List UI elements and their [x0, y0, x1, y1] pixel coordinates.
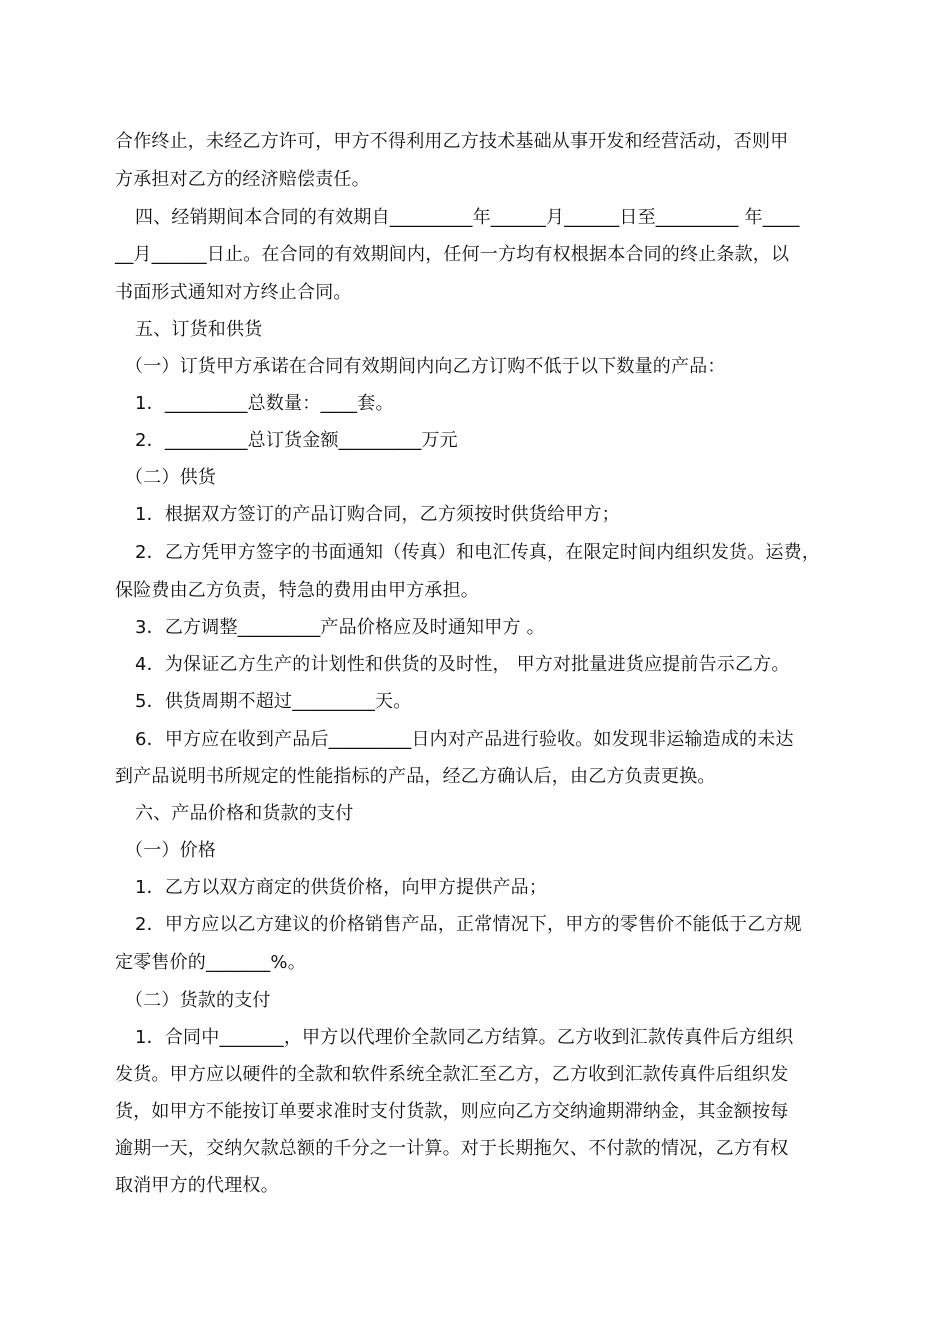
- subsection-heading: （二）货款的支付: [125, 990, 271, 1011]
- subsection-heading: （二）供货: [125, 467, 216, 488]
- text-line: __月______日止。在合同的有效期间内，任何一方均有权根据本合同的终止条款，以: [115, 244, 790, 265]
- subsection-heading: （一）价格: [125, 840, 216, 861]
- text-line: 取消甲方的代理权。: [115, 1175, 279, 1196]
- list-item: 1．_________总数量：____套。: [135, 393, 394, 414]
- text-line: 合作终止，未经乙方许可，甲方不得利用乙方技术基础从事开发和经营活动，否则甲: [115, 131, 789, 152]
- section-heading: 五、订货和供货: [135, 319, 263, 340]
- list-item: 2．_________总订货金额_________万元: [135, 430, 458, 451]
- list-item: 4．为保证乙方生产的计划性和供货的及时性， 甲方对批量进货应提前告示乙方。: [135, 654, 790, 675]
- list-item: 3．乙方调整_________产品价格应及时通知甲方 。: [135, 617, 545, 638]
- section-heading: 六、产品价格和货款的支付: [135, 803, 354, 824]
- text-line: 方承担对乙方的经济赔偿责任。: [115, 169, 370, 190]
- text-line: 到产品说明书所规定的性能指标的产品，经乙方确认后，由乙方负责更换。: [115, 766, 716, 787]
- list-item: 1．乙方以双方商定的供货价格，向甲方提供产品；: [135, 877, 548, 898]
- text-line: 书面形式通知对方终止合同。: [115, 282, 352, 303]
- list-item: 2．甲方应以乙方建议的价格销售产品，正常情况下，甲方的零售价不能低于乙方规: [135, 914, 802, 935]
- list-item: 5．供货周期不超过_________天。: [135, 691, 412, 712]
- text-line: 货，如甲方不能按订单要求准时支付货款，则应向乙方交纳逾期滞纳金，其金额按每: [115, 1101, 789, 1122]
- text-line: 四、经销期间本合同的有效期自_________年______月______日至_________ 年____: [135, 207, 800, 228]
- text-line: 发货。甲方应以硬件的全款和软件系统全款汇至乙方，乙方收到汇款传真件后组织发: [115, 1064, 789, 1085]
- list-item: 6．甲方应在收到产品后_________日内对产品进行验收。如发现非运输造成的未达: [135, 729, 794, 750]
- list-item: 2．乙方凭甲方签字的书面通知（传真）和电汇传真，在限定时间内组织发货。运费，: [135, 542, 821, 563]
- text-line: 保险费由乙方负责，特急的费用由甲方承担。: [115, 580, 479, 601]
- list-item: 1．根据双方签订的产品订购合同，乙方须按时供货给甲方；: [135, 504, 620, 525]
- subsection-heading: （一）订货甲方承诺在合同有效期间内向乙方订购不低于以下数量的产品：: [125, 356, 726, 377]
- text-line: 逾期一天，交纳欠款总额的千分之一计算。对于长期拖欠、不付款的情况，乙方有权: [115, 1138, 789, 1159]
- text-line: 定零售价的_______%。: [115, 952, 306, 973]
- list-item: 1．合同中_______，甲方以代理价全款同乙方结算。乙方收到汇款传真件后方组织: [135, 1027, 794, 1048]
